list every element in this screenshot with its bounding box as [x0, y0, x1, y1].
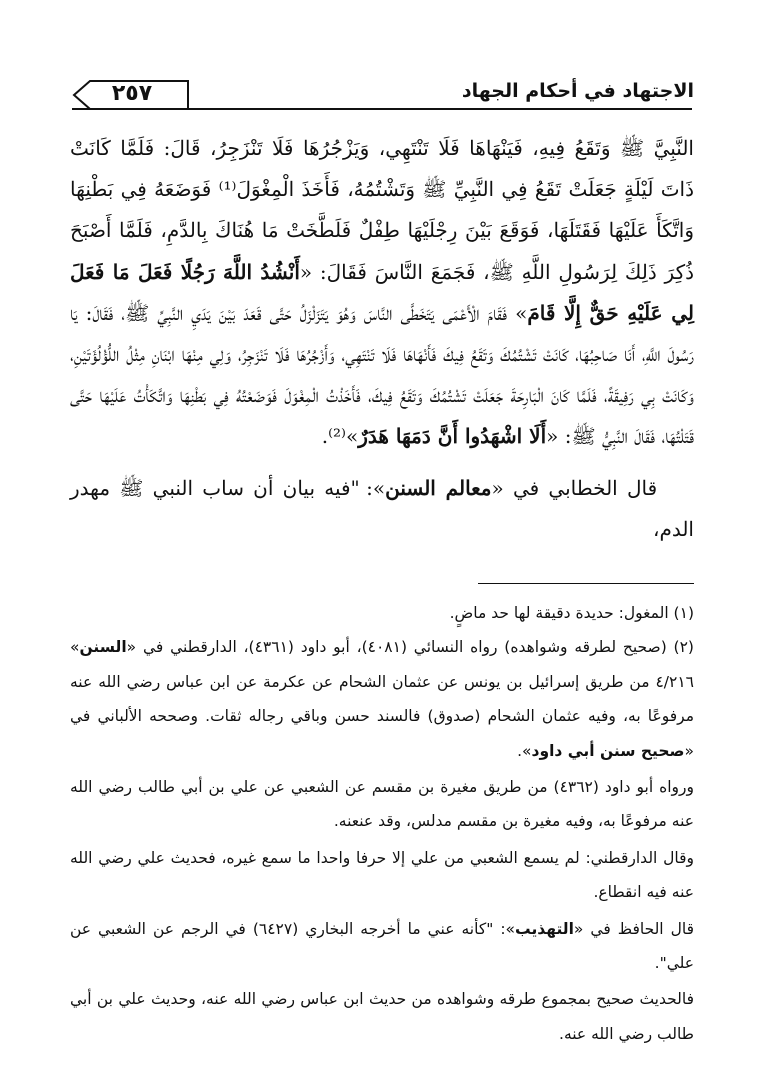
hadith-text-end: »⁽²⁾.: [321, 424, 359, 449]
page-number: ٢٥٧: [111, 81, 153, 106]
footnote-2-end: ».: [517, 741, 532, 760]
book-title: معالم السنن: [385, 475, 492, 500]
footnote-2: [70, 630, 694, 768]
quote-text: »: "فيه بيان أن ساب النبي ﷺ مهدر الدم،: [70, 475, 694, 541]
running-title: الاجتهاد في أحكام الجهاد: [461, 80, 694, 102]
quote-prefix: قال الخطابي في «: [491, 475, 658, 500]
footnotes: [70, 596, 694, 1051]
footnote-2-book: السنن: [79, 638, 127, 657]
page-header: [72, 78, 694, 118]
hafiz-text: »: "كأنه عني ما أخرجه البخاري (٦٤٢٧) في الرجم عن الشعبي عن علي".: [70, 919, 694, 973]
footnote-2-conclusion: فالحديث صحيح بمجموع طرقه وشواهده من حديث ابن عباس رضي الله عنه، وحديث علي بن أبي طالب رضي الله عنه.: [70, 990, 694, 1043]
hadith-text-continued: » فَقَامَ الْأَعْمَى يَتَخَطَّى النَّاسَ وَهُوَ يَتَزَلْزَلُ حَتَّى قَعَدَ بَيْنَ يَدَيِ النَّبِيِّ ﷺ، فَقَالَ: يَا رَسُولَ اللَّهِ، أَنَا صَاحِبُهَا، كَانَتْ تَشْتُمُكَ وَتَقَعُ فِيكَ فَأَنْهَاهَا فَلَا تَنْتَهِي، وَأَزْجُرُهَا فَلَا تَنْزَجِرُ، وَلِي مِنْهَا ابْنَانِ مِثْلُ اللُّؤْلُؤَتَيْنِ، وَكَانَتْ بِي رَفِيقَةً، فَلَمَّا كَانَ الْبَارِحَةَ جَعَلَتْ تَشْتُمُكَ وَتَقَعُ فِيكَ، فَأَخَذْتُ الْمِغْوَلَ فَوَضَعْتُهُ فِي بَطْنِهَا وَاتَّكَأْتُ عَلَيْهَا حَتَّى قَتَلْتُهَا، فَقَالَ النَّبِيُّ ﷺ: «: [70, 300, 694, 449]
footnote-1: (١) المغول: حديدة دقيقة لها حد ماضٍ.: [449, 604, 694, 622]
footnote-divider: [478, 583, 694, 584]
main-text: [70, 128, 694, 550]
tahdhib-book: التهذيب: [515, 919, 574, 938]
footnote-2-hafiz: [70, 912, 694, 981]
khattabi-quote: [70, 468, 694, 550]
footnote-2-text: (٢) (صحيح لطرقه وشواهده) رواه النسائي (٤٠٨١)، أبو داود (٤٣٦١)، الدارقطني في «: [126, 638, 694, 657]
footnote-2-book-2: صحيح سنن أبي داود: [531, 741, 685, 760]
header-divider: [72, 108, 692, 110]
hadith-quote-bold-2: أَلَا اشْهَدُوا أَنَّ دَمَهَا هَدَرٌ: [358, 424, 547, 449]
page-number-frame: [72, 78, 190, 112]
hadith-paragraph: [70, 128, 694, 458]
hadith-text: النَّبِيَّ ﷺ وَتَقَعُ فِيهِ، فَيَنْهَاهَا فَلَا تَنْتَهِي، وَيَزْجُرُهَا فَلَا تَنْزَجِرُ، قَالَ: فَلَمَّا كَانَتْ ذَاتَ لَيْلَةٍ جَعَلَتْ تَقَعُ فِي النَّبِيِّ ﷺ وَتَشْتُمُهُ، فَأَخَذَ الْمِغْوَلَ⁽¹⁾ فَوَضَعَهُ فِي بَطْنِهَا وَاتَّكَأَ عَلَيْهَا فَقَتَلَهَا، فَوَقَعَ بَيْنَ رِجْلَيْهَا طِفْلٌ فَلَطَّخَتْ مَا هُنَاكَ بِالدَّمِ، فَلَمَّا أَصْبَحَ ذُكِرَ ذَلِكَ لِرَسُولِ اللَّهِ ﷺ، فَجَمَعَ النَّاسَ فَقَالَ: «: [70, 136, 695, 284]
hafiz-prefix: قال الحافظ في «: [573, 919, 694, 938]
footnote-2-daraqutni: وقال الدارقطني: لم يسمع الشعبي من علي إلا حرفا واحدا ما سمع غيره، فحديث علي رضي الله عنه فيه انقطاع.: [70, 848, 694, 902]
footnote-2-abu-dawud: ورواه أبو داود (٤٣٦٢) من طريق مغيرة بن مقسم عن الشعبي عن علي بن أبي طالب رضي الله عنه مرفوعًا به، وفيه مغيرة بن مقسم مدلس، وقد عنعنه.: [70, 778, 694, 831]
hadith-quote-bold: أَنْشُدُ اللَّهَ رَجُلًا فَعَلَ مَا فَعَلَ لِي عَلَيْهِ حَقٌّ إِلَّا قَامَ: [70, 259, 694, 325]
footnote-2-text-rest: » ٤/٢١٦ من طريق إسرائيل بن يونس عن عثمان الشحام عن عكرمة عن ابن عباس رضي الله عنه مرفوعًا به، وفيه عثمان الشحام (صدوق) فالسند حسن وباقي رجاله ثقات. وصححه الألباني في «: [70, 638, 694, 760]
